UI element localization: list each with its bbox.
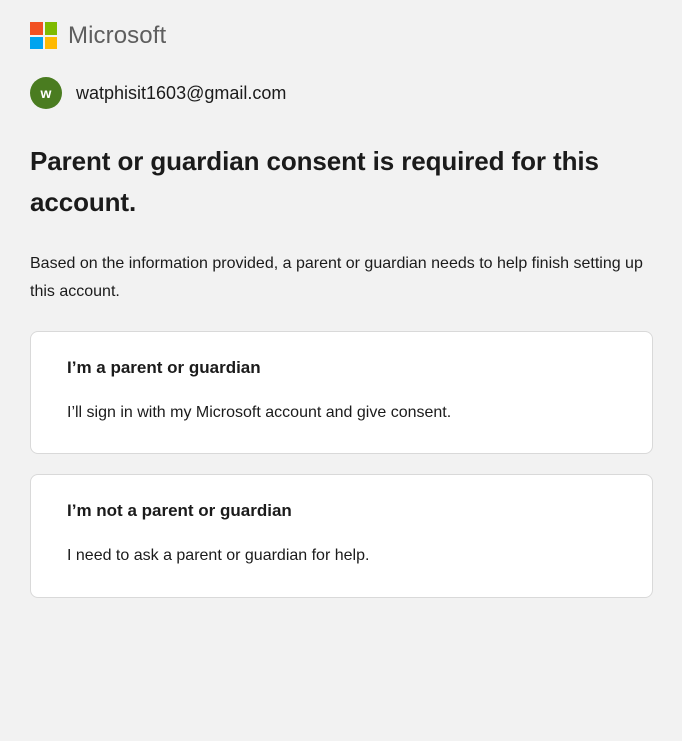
account-row [30,77,652,109]
avatar: w [30,77,62,109]
page-title: Parent or guardian consent is required for this account. [30,146,599,217]
option-description: I’ll sign in with my Microsoft account and give consent. [67,403,452,421]
brand-name: Microsoft [68,21,167,49]
page-subtitle: Based on the information provided, a parent or guardian needs to help finish setting up this account. [30,255,643,300]
option-title: I’m not a parent or guardian [67,501,292,521]
microsoft-logo-icon [30,22,57,49]
option-card-not-parent-or-guardian[interactable] [30,474,653,597]
option-description: I need to ask a parent or guardian for help. [67,546,370,564]
option-title: I’m a parent or guardian [67,358,261,378]
account-email: watphisit1603@gmail.com [76,83,287,103]
option-card-parent-or-guardian[interactable] [30,331,653,454]
consent-options [30,331,652,597]
microsoft-branding [30,22,652,49]
